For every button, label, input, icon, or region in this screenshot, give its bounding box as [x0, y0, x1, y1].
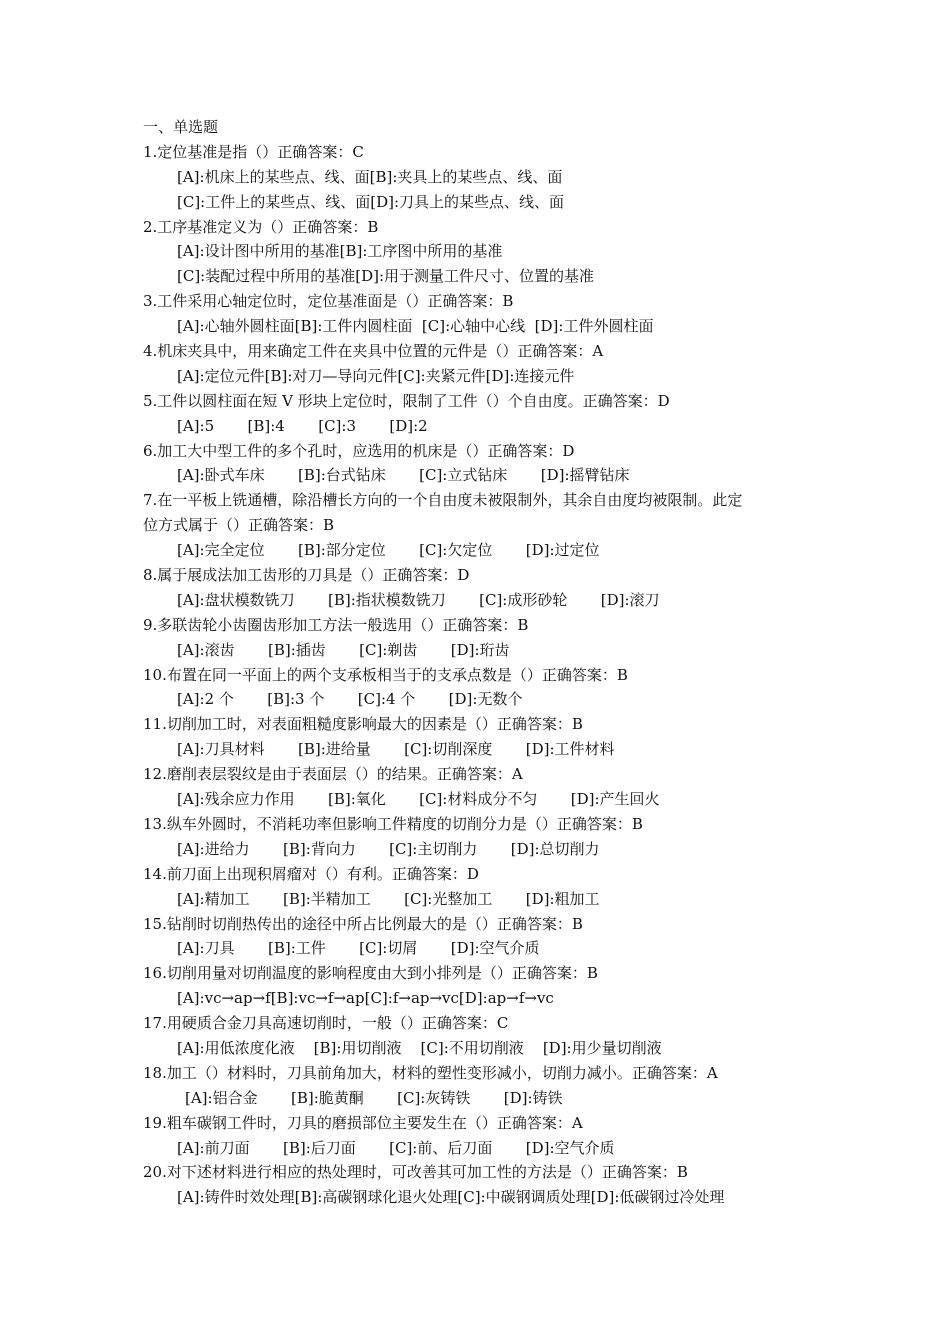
question-20: 20.对下述材料进行相应的热处理时，可改善其可加工性的方法是（）正确答案：B: [143, 1163, 688, 1182]
question-7: 7.在一平板上铣通槽，除沿槽长方向的一个自由度未被限制外，其余自由度均被限制。此定: [143, 491, 743, 510]
question-11-options: [A]:刀具材料 [B]:进给量 [C]:切削深度 [D]:工件材料: [177, 740, 615, 759]
question-20-options: [A]:铸件时效处理[B]:高碳钢球化退火处理[C]:中碳钢调质处理[D]:低碳钢过冷处理: [177, 1188, 725, 1207]
question-1-options-b: [C]:工件上的某些点、线、面[D]:刀具上的某些点、线、面: [177, 192, 565, 211]
question-14: 14.前刀面上出现积屑瘤对（）有利。正确答案：D: [143, 864, 479, 883]
question-6: 6.加工大中型工件的多个孔时，应选用的机床是（）正确答案：D: [143, 441, 575, 460]
question-9: 9.多联齿轮小齿圈齿形加工方法一般选用（）正确答案：B: [143, 615, 529, 634]
question-7-continued: 位方式属于（）正确答案：B: [143, 516, 335, 535]
question-16-options: [A]:vc→ap→f[B]:vc→f→ap[C]:f→ap→vc[D]:ap→f→vc: [177, 989, 554, 1008]
section-title: 一、单选题: [143, 118, 219, 136]
question-8: 8.属于展成法加工齿形的刀具是（）正确答案：D: [143, 566, 470, 585]
question-10-options: [A]:2 个 [B]:3 个 [C]:4 个 [D]:无数个: [177, 690, 523, 709]
question-6-options: [A]:卧式车床 [B]:台式钻床 [C]:立式钻床 [D]:摇臂钻床: [177, 466, 630, 485]
question-3-options: [A]:心轴外圆柱面[B]:工件内圆柱面 [C]:心轴中心线 [D]:工件外圆柱面: [177, 317, 654, 336]
question-15-options: [A]:刀具 [B]:工件 [C]:切屑 [D]:空气介质: [177, 939, 540, 958]
question-2: 2.工序基准定义为（）正确答案：B: [143, 217, 379, 236]
question-8-options: [A]:盘状模数铣刀 [B]:指状模数铣刀 [C]:成形砂轮 [D]:滚刀: [177, 590, 660, 609]
question-3: 3.工件采用心轴定位时，定位基准面是（）正确答案：B: [143, 292, 514, 311]
question-4-options: [A]:定位元件[B]:对刀—导向元件[C]:夹紧元件[D]:连接元件: [177, 366, 575, 385]
question-2-options-a: [A]:设计图中所用的基准[B]:工序图中所用的基准: [177, 242, 503, 261]
question-5-options: [A]:5 [B]:4 [C]:3 [D]:2: [177, 416, 428, 435]
question-17: 17.用硬质合金刀具高速切削时，一般（）正确答案：C: [143, 1014, 509, 1033]
question-16: 16.切削用量对切削温度的影响程度由大到小排列是（）正确答案：B: [143, 964, 598, 983]
question-1: 1.定位基准是指（）正确答案：C: [143, 142, 364, 161]
question-17-options: [A]:用低浓度化液 [B]:用切削液 [C]:不用切削液 [D]:用少量切削液: [177, 1038, 662, 1057]
question-4: 4.机床夹具中，用来确定工件在夹具中位置的元件是（）正确答案：A: [143, 342, 604, 361]
question-15: 15.钻削时切削热传出的途径中所占比例最大的是（）正确答案：B: [143, 914, 583, 933]
question-19-options: [A]:前刀面 [B]:后刀面 [C]:前、后刀面 [D]:空气介质: [177, 1138, 615, 1157]
question-12-options: [A]:残余应力作用 [B]:氧化 [C]:材料成分不匀 [D]:产生回火: [177, 790, 660, 809]
question-7-options: [A]:完全定位 [B]:部分定位 [C]:欠定位 [D]:过定位: [177, 541, 600, 560]
question-12: 12.磨削表层裂纹是由于表面层（）的结果。正确答案：A: [143, 765, 523, 784]
question-list: [143, 115, 823, 1210]
question-9-options: [A]:滚齿 [B]:插齿 [C]:剃齿 [D]:珩齿: [177, 640, 510, 659]
question-14-options: [A]:精加工 [B]:半精加工 [C]:光整加工 [D]:粗加工: [177, 889, 600, 908]
question-19: 19.粗车碳钢工件时，刀具的磨损部位主要发生在（）正确答案：A: [143, 1113, 583, 1132]
question-1-options-a: [A]:机床上的某些点、线、面[B]:夹具上的某些点、线、面: [177, 167, 563, 186]
question-13: 13.纵车外圆时，不消耗功率但影响工件精度的切削分力是（）正确答案：B: [143, 814, 643, 833]
question-2-options-b: [C]:装配过程中所用的基准[D]:用于测量工件尺寸、位置的基准: [177, 267, 595, 286]
question-18: 18.加工（）材料时，刀具前角加大，材料的塑性变形减小，切削力减小。正确答案：A: [143, 1063, 718, 1082]
question-11: 11.切削加工时，对表面粗糙度影响最大的因素是（）正确答案：B: [143, 715, 583, 734]
question-13-options: [A]:进给力 [B]:背向力 [C]:主切削力 [D]:总切削力: [177, 839, 600, 858]
question-18-options: [A]:铝合金 [B]:脆黄酮 [C]:灰铸铁 [D]:铸铁: [185, 1088, 563, 1107]
question-5: 5.工件以圆柱面在短 V 形块上定位时，限制了工件（）个自由度。正确答案：D: [143, 391, 670, 410]
question-10: 10.布置在同一平面上的两个支承板相当于的支承点数是（）正确答案：B: [143, 665, 628, 684]
